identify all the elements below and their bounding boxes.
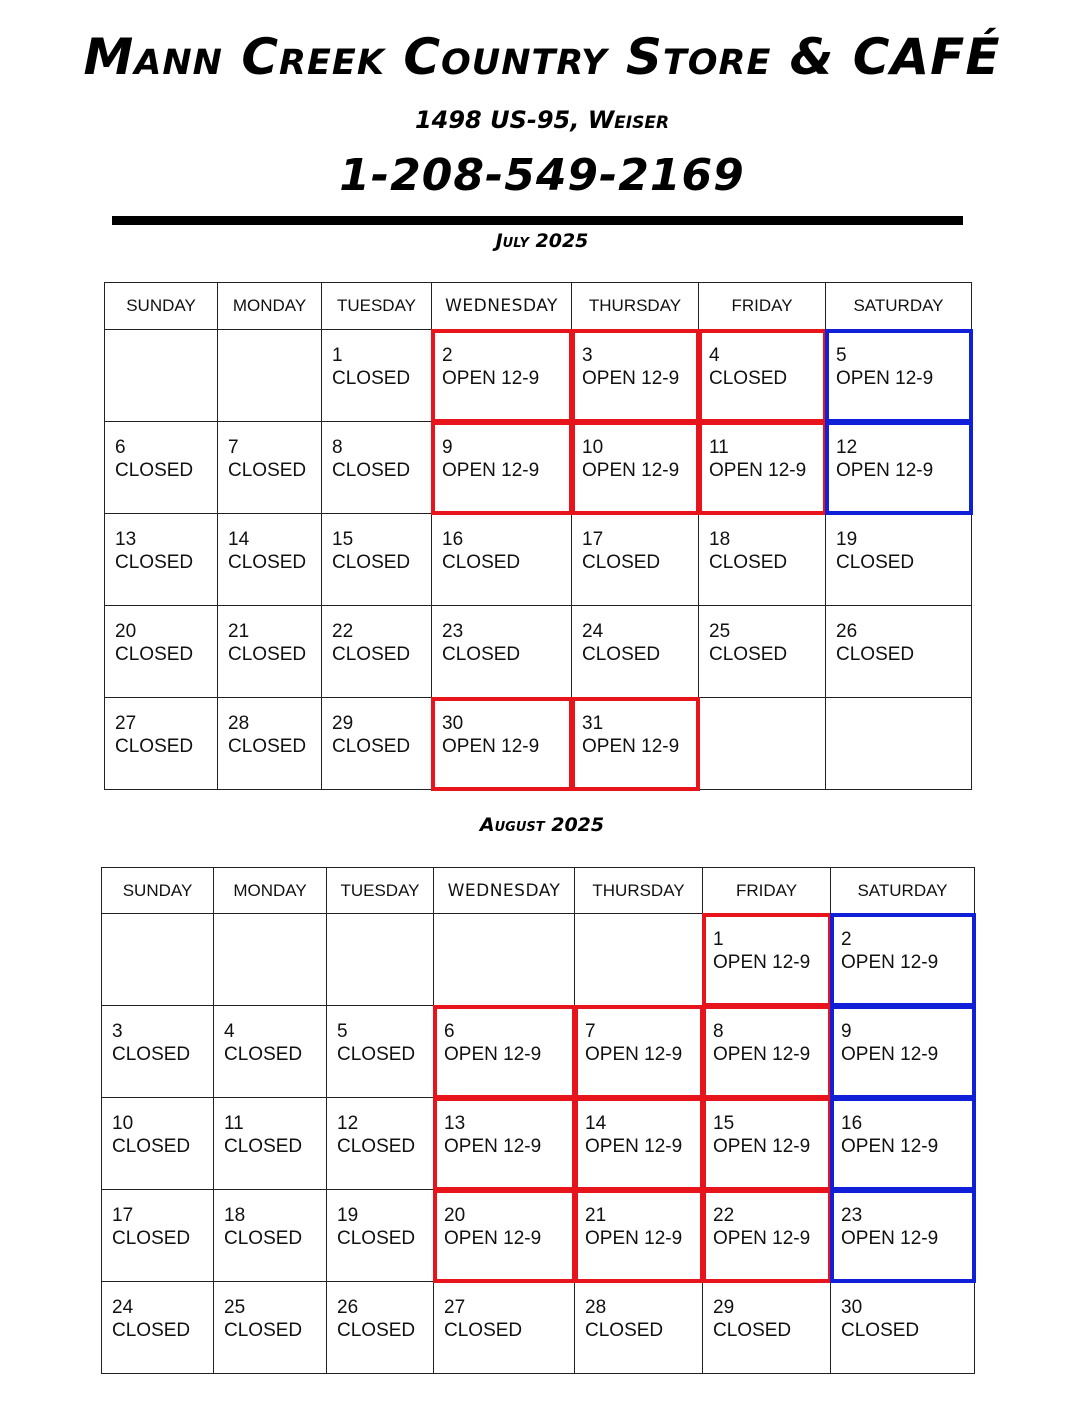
day-cell-content xyxy=(699,606,825,666)
day-cell xyxy=(831,1190,975,1282)
day-number: 5 xyxy=(836,345,847,366)
day-cell xyxy=(432,422,572,514)
week-row xyxy=(105,514,972,606)
day-status: OPEN 12-9 xyxy=(582,368,680,389)
day-cell-content xyxy=(105,422,217,482)
day-cell xyxy=(575,1282,703,1374)
day-status: OPEN 12-9 xyxy=(444,1044,542,1065)
day-status: CLOSED xyxy=(224,1228,303,1249)
day-status: CLOSED xyxy=(115,736,194,757)
day-cell-content xyxy=(826,422,971,482)
day-number: 8 xyxy=(332,437,343,458)
day-cell xyxy=(575,1098,703,1190)
week-row xyxy=(102,1006,975,1098)
day-cell xyxy=(831,1098,975,1190)
week-row xyxy=(105,606,972,698)
empty-day-cell xyxy=(218,330,322,422)
weekday-header-tuesday: TUESDAY xyxy=(327,868,434,914)
day-status: CLOSED xyxy=(332,552,411,573)
day-status: OPEN 12-9 xyxy=(585,1136,683,1157)
day-cell xyxy=(434,1098,575,1190)
weekday-header-monday: MONDAY xyxy=(218,283,322,330)
weekday-header-row xyxy=(105,283,972,330)
day-number: 2 xyxy=(841,929,852,950)
day-cell-content xyxy=(703,1190,830,1250)
day-status: CLOSED xyxy=(228,736,307,757)
empty-day-cell xyxy=(434,914,575,1006)
day-cell-content xyxy=(432,330,571,390)
day-number: 30 xyxy=(442,713,464,734)
day-cell xyxy=(327,1098,434,1190)
weekday-header-friday: FRIDAY xyxy=(699,283,826,330)
day-cell xyxy=(105,422,218,514)
day-status: CLOSED xyxy=(332,460,411,481)
month-title-august: August 2025 xyxy=(479,814,605,836)
store-phone: 1-208-549-2169 xyxy=(339,150,745,201)
day-cell xyxy=(572,422,699,514)
day-cell xyxy=(831,1282,975,1374)
store-name: Mann Creek Country Store & CAFÉ xyxy=(83,28,1001,86)
day-cell-content xyxy=(575,1098,702,1158)
day-number: 14 xyxy=(228,529,250,550)
day-cell xyxy=(102,1190,214,1282)
day-number: 14 xyxy=(585,1113,607,1134)
day-cell-content xyxy=(327,1006,433,1066)
day-cell-content xyxy=(102,1006,213,1066)
header-divider xyxy=(112,216,963,225)
day-cell-content xyxy=(826,330,971,390)
day-status: OPEN 12-9 xyxy=(713,1136,811,1157)
day-status: CLOSED xyxy=(224,1044,303,1065)
day-cell-content xyxy=(102,1190,213,1250)
day-number: 17 xyxy=(582,529,604,550)
day-status: OPEN 12-9 xyxy=(709,460,807,481)
month-title-july: July 2025 xyxy=(495,230,589,252)
day-status: OPEN 12-9 xyxy=(582,736,680,757)
day-number: 15 xyxy=(713,1113,735,1134)
day-number: 13 xyxy=(115,529,137,550)
week-row xyxy=(102,1282,975,1374)
day-cell xyxy=(699,514,826,606)
calendar-grid xyxy=(104,282,972,790)
day-cell xyxy=(572,514,699,606)
day-cell xyxy=(826,422,972,514)
day-cell xyxy=(327,1190,434,1282)
day-cell xyxy=(703,1282,831,1374)
day-cell-content xyxy=(432,514,571,574)
day-cell-content xyxy=(102,1282,213,1342)
day-cell xyxy=(826,330,972,422)
day-number: 29 xyxy=(713,1297,735,1318)
day-status: OPEN 12-9 xyxy=(442,460,540,481)
day-status: CLOSED xyxy=(112,1044,191,1065)
day-cell xyxy=(102,1006,214,1098)
day-number: 28 xyxy=(228,713,250,734)
day-status: OPEN 12-9 xyxy=(713,952,811,973)
day-cell xyxy=(218,698,322,790)
day-cell-content xyxy=(218,422,321,482)
day-cell-content xyxy=(105,698,217,758)
day-cell-content xyxy=(322,698,431,758)
day-number: 6 xyxy=(444,1021,455,1042)
day-number: 17 xyxy=(112,1205,134,1226)
day-number: 6 xyxy=(115,437,126,458)
day-status: CLOSED xyxy=(582,552,661,573)
day-cell xyxy=(831,914,975,1006)
day-cell xyxy=(218,606,322,698)
weekday-header-sunday: SUNDAY xyxy=(105,283,218,330)
day-number: 29 xyxy=(332,713,354,734)
day-cell xyxy=(102,1098,214,1190)
day-cell xyxy=(572,330,699,422)
day-cell xyxy=(434,1190,575,1282)
weekday-header-friday: FRIDAY xyxy=(703,868,831,914)
day-number: 1 xyxy=(713,929,724,950)
day-status: CLOSED xyxy=(709,552,788,573)
weekday-header-monday: MONDAY xyxy=(214,868,327,914)
day-number: 21 xyxy=(585,1205,607,1226)
week-row xyxy=(102,1190,975,1282)
day-cell xyxy=(575,1006,703,1098)
day-cell-content xyxy=(322,606,431,666)
day-cell-content xyxy=(826,514,971,574)
calendar-grid xyxy=(101,867,975,1374)
day-cell-content xyxy=(699,422,825,482)
day-cell xyxy=(322,698,432,790)
day-cell xyxy=(826,514,972,606)
empty-day-cell xyxy=(699,698,826,790)
weekday-header-sunday: SUNDAY xyxy=(102,868,214,914)
day-cell xyxy=(218,422,322,514)
day-cell xyxy=(831,1006,975,1098)
day-number: 18 xyxy=(224,1205,246,1226)
day-cell-content xyxy=(826,606,971,666)
day-cell-content xyxy=(434,1098,574,1158)
day-cell xyxy=(327,1282,434,1374)
day-status: CLOSED xyxy=(337,1044,416,1065)
day-cell-content xyxy=(214,1282,326,1342)
week-row xyxy=(105,330,972,422)
day-cell xyxy=(699,330,826,422)
day-number: 27 xyxy=(115,713,137,734)
day-status: OPEN 12-9 xyxy=(585,1228,683,1249)
day-status: CLOSED xyxy=(709,644,788,665)
day-number: 31 xyxy=(582,713,604,734)
weekday-header-thursday: THURSDAY xyxy=(575,868,703,914)
day-cell xyxy=(322,606,432,698)
day-cell xyxy=(703,1006,831,1098)
day-cell-content xyxy=(831,914,974,974)
day-number: 1 xyxy=(332,345,343,366)
day-number: 7 xyxy=(585,1021,596,1042)
day-cell-content xyxy=(322,330,431,390)
empty-day-cell xyxy=(214,914,327,1006)
day-status: CLOSED xyxy=(224,1136,303,1157)
day-number: 24 xyxy=(112,1297,134,1318)
day-number: 4 xyxy=(709,345,720,366)
day-cell xyxy=(703,1190,831,1282)
day-cell xyxy=(434,1282,575,1374)
day-cell xyxy=(105,698,218,790)
day-cell-content xyxy=(327,1282,433,1342)
empty-day-cell xyxy=(575,914,703,1006)
day-cell xyxy=(214,1282,327,1374)
day-number: 9 xyxy=(442,437,453,458)
day-status: CLOSED xyxy=(112,1136,191,1157)
day-number: 8 xyxy=(713,1021,724,1042)
day-cell xyxy=(572,698,699,790)
day-status: CLOSED xyxy=(332,644,411,665)
day-cell xyxy=(699,422,826,514)
day-status: CLOSED xyxy=(585,1320,664,1341)
day-cell-content xyxy=(105,606,217,666)
day-cell xyxy=(105,606,218,698)
day-number: 25 xyxy=(709,621,731,642)
day-cell-content xyxy=(432,422,571,482)
day-number: 18 xyxy=(709,529,731,550)
day-status: CLOSED xyxy=(112,1228,191,1249)
store-address: 1498 US-95, Weiser xyxy=(414,106,670,134)
day-cell-content xyxy=(214,1006,326,1066)
day-cell-content xyxy=(831,1006,974,1066)
day-cell-content xyxy=(575,1006,702,1066)
day-cell-content xyxy=(434,1006,574,1066)
weekday-header-wednesday: WEDNESDAY xyxy=(432,283,572,330)
day-number: 11 xyxy=(224,1113,244,1134)
day-number: 23 xyxy=(841,1205,863,1226)
day-status: CLOSED xyxy=(112,1320,191,1341)
day-cell-content xyxy=(218,698,321,758)
day-number: 26 xyxy=(337,1297,359,1318)
day-cell-content xyxy=(572,330,698,390)
day-status: OPEN 12-9 xyxy=(836,460,934,481)
day-status: OPEN 12-9 xyxy=(841,1228,939,1249)
day-status: CLOSED xyxy=(332,368,411,389)
empty-day-cell xyxy=(826,698,972,790)
day-status: OPEN 12-9 xyxy=(444,1228,542,1249)
day-cell-content xyxy=(572,514,698,574)
day-cell xyxy=(322,422,432,514)
day-cell xyxy=(434,1006,575,1098)
day-cell xyxy=(703,1098,831,1190)
day-number: 16 xyxy=(841,1113,863,1134)
day-number: 16 xyxy=(442,529,464,550)
day-cell xyxy=(432,330,572,422)
day-cell-content xyxy=(831,1282,974,1342)
day-number: 5 xyxy=(337,1021,348,1042)
day-cell-content xyxy=(572,422,698,482)
day-number: 10 xyxy=(112,1113,134,1134)
day-number: 3 xyxy=(112,1021,123,1042)
day-cell-content xyxy=(214,1190,326,1250)
day-status: CLOSED xyxy=(337,1136,416,1157)
weekday-header-wednesday: WEDNESDAY xyxy=(434,868,575,914)
day-status: OPEN 12-9 xyxy=(841,1044,939,1065)
day-cell xyxy=(322,514,432,606)
empty-day-cell xyxy=(102,914,214,1006)
day-cell-content xyxy=(432,606,571,666)
day-number: 12 xyxy=(337,1113,359,1134)
day-cell-content xyxy=(703,1282,830,1342)
day-cell xyxy=(703,914,831,1006)
day-number: 19 xyxy=(836,529,858,550)
day-cell xyxy=(575,1190,703,1282)
day-cell-content xyxy=(703,1006,830,1066)
day-number: 19 xyxy=(337,1205,359,1226)
day-number: 7 xyxy=(228,437,239,458)
day-cell xyxy=(214,1098,327,1190)
day-cell xyxy=(214,1190,327,1282)
day-cell-content xyxy=(572,606,698,666)
day-cell-content xyxy=(218,606,321,666)
day-number: 23 xyxy=(442,621,464,642)
empty-day-cell xyxy=(105,330,218,422)
day-cell-content xyxy=(434,1282,574,1342)
day-cell xyxy=(327,1006,434,1098)
day-status: OPEN 12-9 xyxy=(582,460,680,481)
day-status: OPEN 12-9 xyxy=(444,1136,542,1157)
day-cell-content xyxy=(699,330,825,390)
day-cell xyxy=(105,514,218,606)
day-cell-content xyxy=(105,514,217,574)
day-cell-content xyxy=(218,514,321,574)
day-number: 26 xyxy=(836,621,858,642)
day-number: 15 xyxy=(332,529,354,550)
day-status: CLOSED xyxy=(228,552,307,573)
day-number: 25 xyxy=(224,1297,246,1318)
day-number: 22 xyxy=(713,1205,735,1226)
day-cell xyxy=(432,698,572,790)
day-number: 3 xyxy=(582,345,593,366)
day-cell xyxy=(432,514,572,606)
day-number: 9 xyxy=(841,1021,852,1042)
day-cell-content xyxy=(214,1098,326,1158)
day-cell-content xyxy=(575,1282,702,1342)
day-cell-content xyxy=(102,1098,213,1158)
day-number: 27 xyxy=(444,1297,466,1318)
day-number: 11 xyxy=(709,437,729,458)
day-cell-content xyxy=(327,1098,433,1158)
day-status: CLOSED xyxy=(713,1320,792,1341)
day-cell-content xyxy=(322,422,431,482)
day-cell-content xyxy=(434,1190,574,1250)
day-status: CLOSED xyxy=(444,1320,523,1341)
day-cell-content xyxy=(572,698,698,758)
day-number: 10 xyxy=(582,437,604,458)
day-status: CLOSED xyxy=(332,736,411,757)
day-cell xyxy=(218,514,322,606)
day-status: CLOSED xyxy=(442,644,521,665)
day-status: OPEN 12-9 xyxy=(713,1228,811,1249)
weekday-header-tuesday: TUESDAY xyxy=(322,283,432,330)
day-status: CLOSED xyxy=(337,1228,416,1249)
day-status: CLOSED xyxy=(836,644,915,665)
day-number: 28 xyxy=(585,1297,607,1318)
empty-day-cell xyxy=(327,914,434,1006)
day-cell-content xyxy=(322,514,431,574)
day-number: 21 xyxy=(228,621,250,642)
day-cell xyxy=(214,1006,327,1098)
week-row xyxy=(105,422,972,514)
day-cell xyxy=(432,606,572,698)
day-status: CLOSED xyxy=(841,1320,920,1341)
day-number: 20 xyxy=(444,1205,466,1226)
day-cell xyxy=(826,606,972,698)
day-status: CLOSED xyxy=(224,1320,303,1341)
day-number: 30 xyxy=(841,1297,863,1318)
weekday-header-saturday: SATURDAY xyxy=(826,283,972,330)
day-status: OPEN 12-9 xyxy=(713,1044,811,1065)
day-status: OPEN 12-9 xyxy=(585,1044,683,1065)
day-cell xyxy=(572,606,699,698)
day-cell xyxy=(699,606,826,698)
calendar-july xyxy=(104,282,972,790)
day-status: CLOSED xyxy=(442,552,521,573)
weekday-header-thursday: THURSDAY xyxy=(572,283,699,330)
day-cell-content xyxy=(831,1098,974,1158)
day-status: OPEN 12-9 xyxy=(442,368,540,389)
day-cell-content xyxy=(432,698,571,758)
week-row xyxy=(105,698,972,790)
day-status: CLOSED xyxy=(228,460,307,481)
day-status: OPEN 12-9 xyxy=(442,736,540,757)
day-status: CLOSED xyxy=(115,460,194,481)
day-status: CLOSED xyxy=(836,552,915,573)
week-row xyxy=(102,1098,975,1190)
day-cell xyxy=(322,330,432,422)
day-number: 12 xyxy=(836,437,858,458)
day-number: 24 xyxy=(582,621,604,642)
week-row xyxy=(102,914,975,1006)
day-status: OPEN 12-9 xyxy=(841,952,939,973)
day-cell-content xyxy=(327,1190,433,1250)
day-number: 22 xyxy=(332,621,354,642)
day-status: CLOSED xyxy=(709,368,788,389)
day-status: CLOSED xyxy=(337,1320,416,1341)
day-number: 4 xyxy=(224,1021,235,1042)
day-status: OPEN 12-9 xyxy=(836,368,934,389)
weekday-header-saturday: SATURDAY xyxy=(831,868,975,914)
day-cell-content xyxy=(703,1098,830,1158)
calendar-august xyxy=(101,867,975,1374)
day-cell xyxy=(102,1282,214,1374)
day-status: CLOSED xyxy=(115,644,194,665)
day-cell-content xyxy=(703,914,830,974)
day-cell-content xyxy=(575,1190,702,1250)
day-number: 13 xyxy=(444,1113,466,1134)
day-number: 2 xyxy=(442,345,453,366)
weekday-header-row xyxy=(102,868,975,914)
day-status: CLOSED xyxy=(115,552,194,573)
day-status: CLOSED xyxy=(228,644,307,665)
day-cell-content xyxy=(699,514,825,574)
day-status: CLOSED xyxy=(582,644,661,665)
day-status: OPEN 12-9 xyxy=(841,1136,939,1157)
day-number: 20 xyxy=(115,621,137,642)
day-cell-content xyxy=(831,1190,974,1250)
